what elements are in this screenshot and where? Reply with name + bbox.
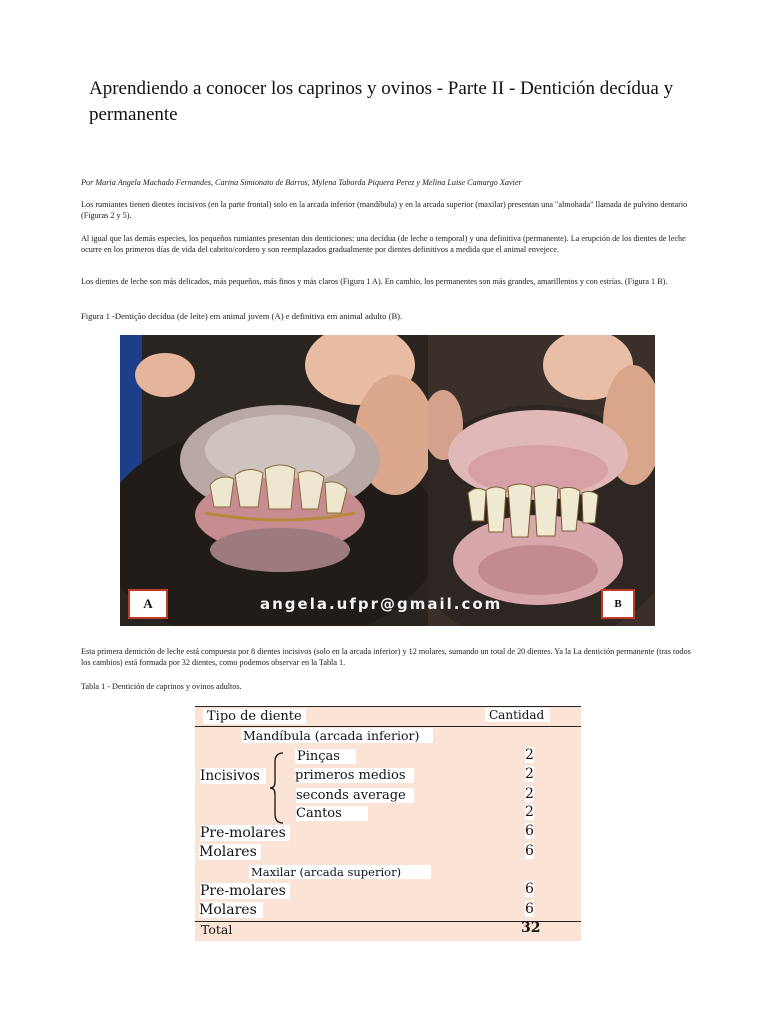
paragraph-4: Esta primera dentición de leche está compuesta por 8 dientes incisivos (solo en la arcada inferior) y 12 molares, sumando un total de 20 dientes. Ya la La dentición permanente (tras todos los cambios) está formada por 32 dientes, como podemos observar en la Tabla 1. (81, 647, 691, 667)
upper-molares-qty: 6 (525, 901, 534, 917)
incisivo-qty-4: 2 (525, 804, 534, 820)
total-qty: 32 (521, 920, 541, 936)
incisivo-qty-2: 2 (525, 766, 534, 782)
photo-deciduous-teeth (120, 335, 428, 626)
goat-mouth-adult-illustration (428, 335, 655, 626)
panel-label-a: A (128, 589, 168, 619)
paragraph-1: Los rumiantes tienen dientes incisivos (en la parte frontal) solo en la arcada inferior (mandíbula) y en la arcada superior (maxilar) presentan una "almohada" llamada de pulvino dentario (Figuras 2 y 5). (81, 200, 688, 220)
paragraph-2: Al igual que las demás especies, los pequeños rumiantes presentan dos denticiones: una decidua (de leche o temporal) y una definitiva (permanente). La erupción de los dientes de leche ocurre en los primeros días de vida del cabrito/cordero y son reemplazados gradualmente por dientes definitivos a medida que el animal envejece. (81, 234, 686, 254)
lower-premolares-label: Pre-molares (200, 825, 290, 841)
total-label: Total (201, 922, 233, 937)
upper-molares-label: Molares (199, 902, 263, 918)
figure-caption: Figura 1 -Dentição decídua (de leite) em animal jovem (A) e definitiva em animal adulto (B). (81, 311, 403, 321)
goat-mouth-young-illustration (120, 335, 428, 626)
photo-permanent-teeth (428, 335, 655, 626)
incisivos-label: Incisivos (200, 768, 266, 784)
table-header-rule (195, 726, 581, 727)
table-caption: Tabla 1 - Dentición de caprinos y ovinos adultos. (81, 682, 242, 691)
panel-label-b: B (601, 589, 635, 619)
header-cantidad: Cantidad (485, 708, 550, 722)
lower-molares-qty: 6 (525, 843, 534, 859)
incisivo-name-4: Cantos (296, 806, 368, 821)
upper-premolares-label: Pre-molares (200, 883, 290, 899)
header-tipo-de-diente: Tipo de diente (203, 709, 306, 724)
lower-premolares-qty: 6 (525, 823, 534, 839)
paragraph-3: Los dientes de leche son más delicados, más pequeños, más finos y más claros (Figura 1 A). En cambio, los permanentes son más grandes, amarillentos y con estrías. (Figura 1 B). (81, 277, 668, 286)
incisivo-name-3: seconds average (296, 788, 414, 803)
photo-watermark: angela.ufpr@gmail.com (260, 595, 503, 613)
section-maxilar: Maxilar (arcada superior) (249, 865, 431, 879)
section-mandibula: Mandíbula (arcada inferior) (241, 728, 433, 743)
incisivo-name-1: Pinças (295, 749, 356, 764)
incisivo-name-2: primeros medios (295, 768, 414, 783)
lower-molares-label: Molares (199, 844, 261, 860)
incisivo-qty-3: 2 (525, 786, 534, 802)
upper-premolares-qty: 6 (525, 881, 534, 897)
article-authors: Por Maria Angela Machado Fernandes, Carina Simionato de Barros, Mylena Taborda Piquera Perez y Melina Luise Camargo Xavier (81, 178, 522, 187)
article-title: Aprendiendo a conocer los caprinos y ovinos - Parte II - Dentición decídua y permanente (89, 78, 674, 125)
incisivo-qty-1: 2 (525, 747, 534, 763)
table-top-rule (195, 706, 581, 707)
dentition-table (195, 706, 581, 941)
incisivos-bracket (269, 752, 285, 824)
